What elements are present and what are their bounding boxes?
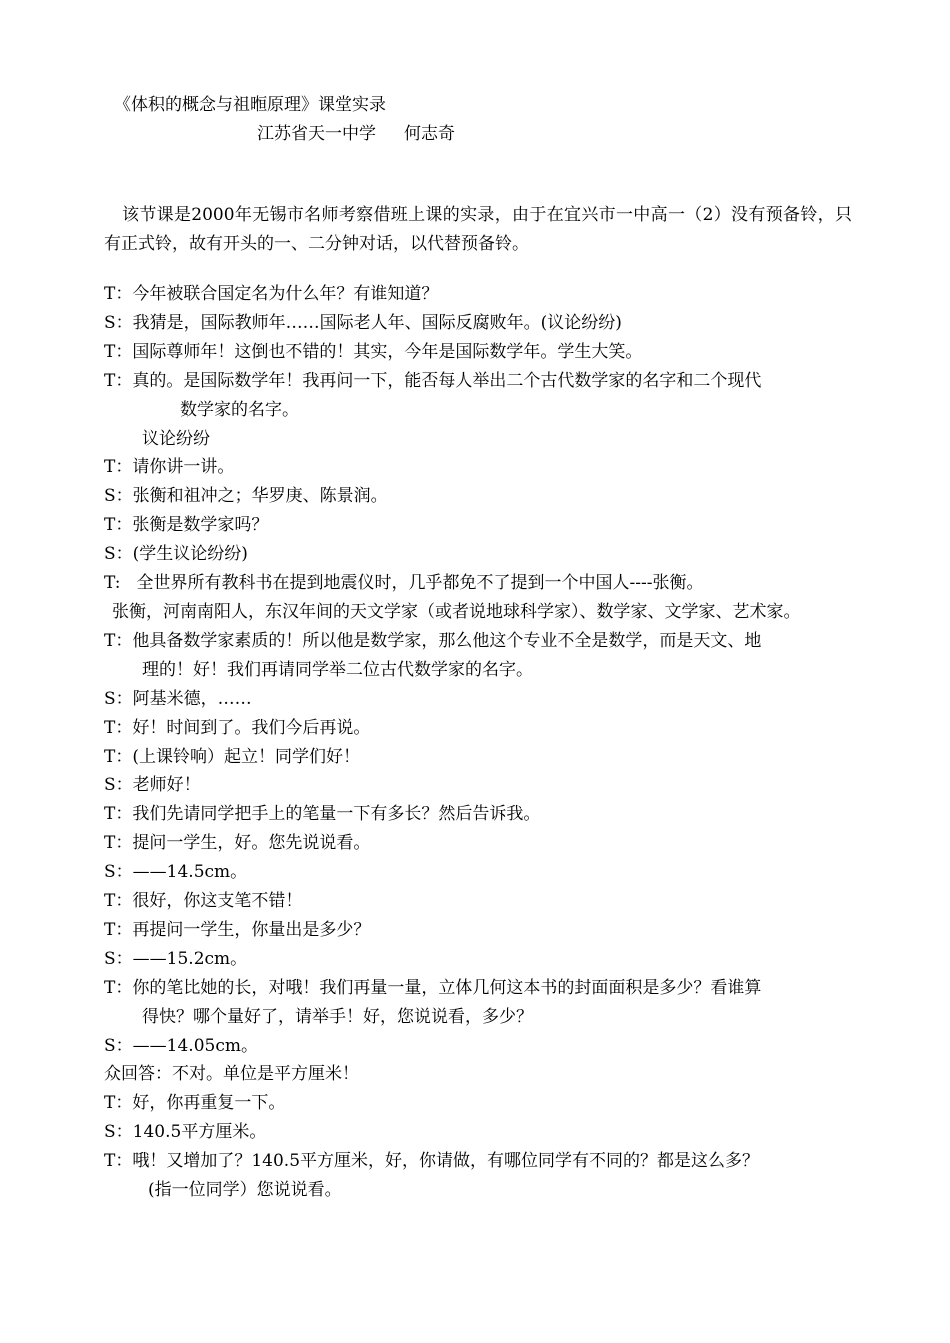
dialog-line: [104, 1032, 852, 1061]
dialog-text: 国际尊师年！这倒也不错的！其实，今年是国际数学年。学生大笑。: [132, 341, 643, 362]
dialog-text: 我猜是，国际教师年……国际老人年、国际反腐败年。(议论纷纷): [132, 312, 622, 333]
speaker-label: T：: [104, 746, 133, 767]
speaker-label: S：: [104, 775, 133, 796]
dialog-line: [104, 569, 852, 598]
dialog-text: 再提问一学生，你量出是多少？: [132, 919, 371, 940]
dialog-text: ——14.5cm。: [132, 862, 248, 883]
speaker-label: T：: [104, 370, 133, 391]
speaker-label: S：: [104, 312, 133, 333]
speaker-label: S：: [104, 948, 133, 969]
speaker-label: T：: [104, 1093, 133, 1114]
document-title: 《体积的概念与祖暅原理》课堂实录: [114, 95, 386, 115]
intro-paragraph: 该节课是2000年无锡市名师考察借班上课的实录，由于在宜兴市一中高一（2）没有预备铃，只有正式铃，故有开头的一、二分钟对话，以代替预备铃。: [104, 205, 852, 254]
dialog-text: 好，你再重复一下。: [132, 1093, 286, 1114]
dialog-line: [104, 858, 852, 887]
dialog-text: 真的。是国际数学年！我再问一下，能否每人举出二个古代数学家的名字和二个现代: [132, 370, 762, 391]
speaker-label: T：: [104, 630, 133, 651]
speaker-label: S：: [104, 862, 133, 883]
speaker-label: T：: [104, 284, 133, 304]
speaker-label: T：: [104, 717, 133, 738]
speaker-label: S：: [104, 1122, 133, 1143]
dialog-line: [104, 945, 852, 974]
dialog-text: 我们先请同学把手上的笔量一下有多长？然后告诉我。: [132, 804, 541, 825]
dialog-line: [104, 714, 852, 743]
dialog-line: [104, 453, 852, 482]
dialog-line: [104, 1118, 852, 1147]
dialog-text: 不对。单位是平方厘米！: [172, 1064, 359, 1085]
dialog-line: [104, 627, 852, 656]
school-name: 江苏省天一中学: [257, 124, 376, 144]
speaker-label: S：: [104, 1035, 133, 1056]
dialog-line: [104, 280, 852, 309]
dialog-line: [104, 338, 852, 367]
dialog-continuation: 得快？哪个量好了，请举手！好，您说说看，多少？: [142, 1006, 533, 1027]
dialog-line: [104, 511, 852, 540]
dialog-continuation: 理的！好！我们再请同学举二位古代数学家的名字。: [142, 659, 533, 680]
dialog-text: 老师好！: [132, 775, 201, 796]
dialog-text: 今年被联合国定名为什么年？有谁知道？: [132, 284, 439, 304]
speaker-label: S：: [104, 486, 133, 507]
dialog-text: 阿基米德，……: [132, 688, 252, 709]
dialog-line: [104, 974, 852, 1003]
dialog-line: [104, 743, 852, 772]
speaker-label: T：: [104, 341, 133, 362]
dialog-text: 请你讲一讲。: [132, 457, 235, 478]
speaker-label: T：: [104, 1151, 133, 1172]
dialog-text: 很好，你这支笔不错！: [132, 891, 303, 912]
dialog-line: [104, 771, 852, 800]
speaker-label: T：: [104, 457, 133, 478]
speaker-label: T：: [104, 977, 133, 998]
dialog-text: 他具备数学家素质的！所以他是数学家，那么他这个专业不全是数学，而是天文、地: [132, 630, 762, 651]
stage-note: 议论纷纷: [142, 428, 210, 449]
dialog-line: [104, 309, 852, 338]
author-name: 何志奇: [404, 124, 455, 144]
dialog-line: [104, 829, 852, 858]
dialog-continuation: 数学家的名字。: [180, 399, 299, 420]
dialog-line: [104, 1060, 852, 1089]
dialog-text: ——15.2cm。: [132, 948, 248, 969]
dialog-text: 好！时间到了。我们今后再说。: [132, 717, 371, 738]
dialog-line: [104, 1147, 852, 1176]
dialog-text: 你的笔比她的长，对哦！我们再量一量，立体几何这本书的封面面积是多少？看谁算: [132, 977, 762, 998]
dialog-line: [104, 482, 852, 511]
dialog-text: ——14.05cm。: [132, 1035, 258, 1056]
speaker-label: T：: [104, 804, 133, 825]
dialog-line: [104, 367, 852, 396]
dialog-line: [104, 540, 852, 569]
dialog-line: [104, 1089, 852, 1118]
dialog-text: 提问一学生，好。您先说说看。: [132, 833, 371, 854]
speaker-label: S：: [104, 544, 133, 565]
dialog-text: 140.5平方厘米。: [132, 1122, 267, 1143]
dialog-text: 哦！又增加了？140.5平方厘米，好，你请做，有哪位同学有不同的？都是这么多？: [132, 1151, 760, 1172]
author-line: [257, 119, 455, 144]
dialog-line: [104, 800, 852, 829]
speaker-label: T:: [104, 573, 121, 594]
dialog-text: 全世界所有教科书在提到地震仪时，几乎都免不了提到一个中国人----张衡。: [136, 573, 704, 594]
dialog-line: [104, 685, 852, 714]
dialog-line: [104, 916, 852, 945]
speaker-label: T：: [104, 891, 133, 912]
speaker-label: T：: [104, 515, 133, 536]
dialog-text: 张衡是数学家吗？: [132, 515, 269, 536]
dialog-line: [104, 887, 852, 916]
narration-paragraph: 张衡，河南南阳人，东汉年间的天文学家（或者说地球科学家）、数学家、文学家、艺术家。: [112, 601, 801, 622]
speaker-label: 众回答：: [104, 1064, 172, 1085]
dialog-text: 张衡和祖冲之；华罗庚、陈景润。: [132, 486, 388, 507]
dialog-continuation: (指一位同学）您说说看。: [148, 1180, 342, 1201]
dialog-transcript: [104, 280, 852, 1205]
speaker-label: T：: [104, 833, 133, 854]
dialog-text: (学生议论纷纷): [132, 544, 248, 565]
speaker-label: S：: [104, 688, 133, 709]
dialog-text: (上课铃响）起立！同学们好！: [132, 746, 360, 767]
speaker-label: T：: [104, 919, 133, 940]
